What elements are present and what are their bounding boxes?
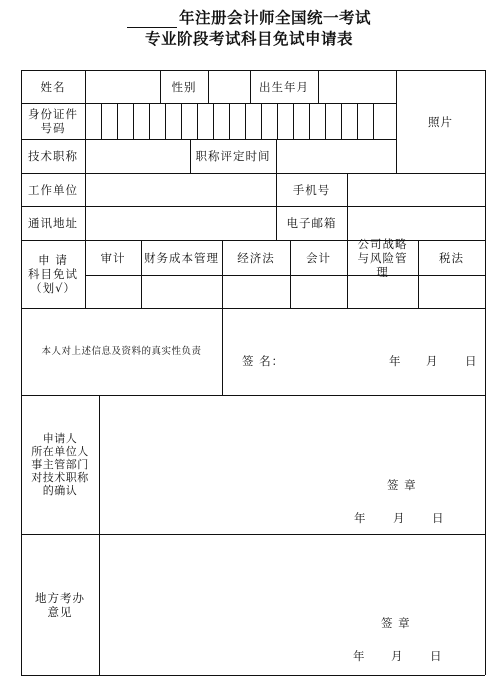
check-audit[interactable]	[85, 275, 141, 308]
photo-box[interactable]	[396, 70, 485, 173]
id-label-line1: 身份证件	[28, 107, 78, 121]
name-field[interactable]	[85, 70, 160, 103]
id-label-line2: 号码	[40, 121, 66, 135]
subject-audit: 审计	[100, 250, 126, 265]
grid-line	[165, 103, 166, 139]
birth-field[interactable]	[318, 70, 396, 103]
local-month: 月	[391, 649, 404, 663]
check-tax-law[interactable]	[418, 275, 485, 308]
subject-accounting: 会计	[306, 250, 331, 265]
grid-line	[325, 103, 326, 139]
local-label-line2: 意见	[47, 604, 73, 619]
subject-strategy-risk: 公司战略与风险管理	[357, 236, 408, 279]
declaration-sign-label: 签 名：	[242, 354, 285, 368]
exempt-subject-label	[21, 240, 85, 308]
declaration-text: 本人对上述信息及资料的真实性负责	[41, 345, 202, 357]
local-day: 日	[430, 649, 443, 663]
hr-label-line2: 所在单位人	[31, 445, 89, 458]
declaration-year: 年	[389, 354, 402, 368]
grid-line	[261, 103, 262, 139]
subject-economic-law: 经济法	[237, 250, 275, 265]
hr-label-line5: 的确认	[42, 484, 78, 497]
mobile-field[interactable]	[347, 173, 485, 206]
mobile-label: 手机号	[292, 182, 331, 197]
grid-line	[21, 675, 485, 676]
hr-label-line1: 申请人	[42, 432, 78, 445]
grid-line	[181, 103, 182, 139]
hr-year: 年	[354, 511, 367, 525]
grid-line	[229, 103, 230, 139]
hr-label-line3: 事主管部门	[31, 458, 89, 471]
title-date-field[interactable]	[276, 139, 396, 173]
hr-confirm-label	[21, 395, 99, 534]
check-accounting[interactable]	[290, 275, 347, 308]
local-opinion-label	[21, 534, 99, 675]
subject-label-line2: 科目免试	[28, 267, 78, 281]
address-field[interactable]	[85, 206, 276, 240]
subject-label-line3: （划√）	[30, 281, 76, 295]
grid-line	[309, 103, 310, 139]
declaration-month: 月	[426, 354, 439, 368]
year-blank[interactable]	[127, 13, 177, 28]
grid-line	[133, 103, 134, 139]
grid-line	[485, 70, 486, 675]
grid-line	[357, 103, 358, 139]
hr-month: 月	[393, 511, 406, 525]
gender-label: 性别	[171, 79, 197, 94]
grid-line	[99, 395, 100, 675]
subject-financial-cost-management: 财务成本管理	[144, 250, 219, 265]
grid-line	[222, 308, 223, 395]
grid-line	[293, 103, 294, 139]
check-financial-cost-management[interactable]	[141, 275, 222, 308]
email-label: 电子邮箱	[286, 216, 337, 230]
local-seal-label: 签 章	[381, 616, 411, 630]
grid-line	[117, 103, 118, 139]
photo-label: 照片	[428, 114, 453, 129]
tech-title-label: 技术职称	[28, 149, 78, 163]
subject-label-line1: 申 请	[38, 253, 68, 267]
local-year: 年	[353, 649, 366, 663]
grid-line	[85, 103, 86, 139]
id-number-label	[21, 103, 85, 139]
hr-day: 日	[432, 511, 445, 525]
work-unit-field[interactable]	[85, 173, 276, 206]
form-title-line1	[0, 6, 498, 28]
gender-field[interactable]	[208, 70, 250, 103]
work-unit-label: 工作单位	[28, 182, 78, 197]
form-title-line2: 专业阶段考试科目免试申请表	[144, 30, 353, 48]
form-title-text: 年注册会计师全国统一考试	[178, 9, 371, 27]
address-label: 通讯地址	[28, 216, 78, 230]
grid-line	[245, 103, 246, 139]
hr-label-line4: 对技术职称	[31, 471, 89, 484]
grid-line	[149, 103, 150, 139]
birth-label: 出生年月	[259, 79, 309, 94]
tech-title-field[interactable]	[85, 139, 190, 173]
title-date-label: 职称评定时间	[195, 149, 271, 163]
subject-tax-law: 税法	[439, 250, 464, 265]
grid-line	[277, 103, 278, 139]
grid-line	[197, 103, 198, 139]
email-field[interactable]	[347, 206, 485, 240]
check-economic-law[interactable]	[222, 275, 290, 308]
hr-seal-label: 签 章	[387, 478, 417, 492]
grid-line	[373, 103, 374, 139]
check-strategy-risk[interactable]	[347, 275, 418, 308]
grid-line	[213, 103, 214, 139]
local-label-line1: 地方考办	[35, 590, 85, 605]
name-label: 姓名	[40, 79, 66, 94]
declaration-day: 日	[465, 354, 478, 368]
grid-line	[341, 103, 342, 139]
grid-line	[101, 103, 102, 139]
